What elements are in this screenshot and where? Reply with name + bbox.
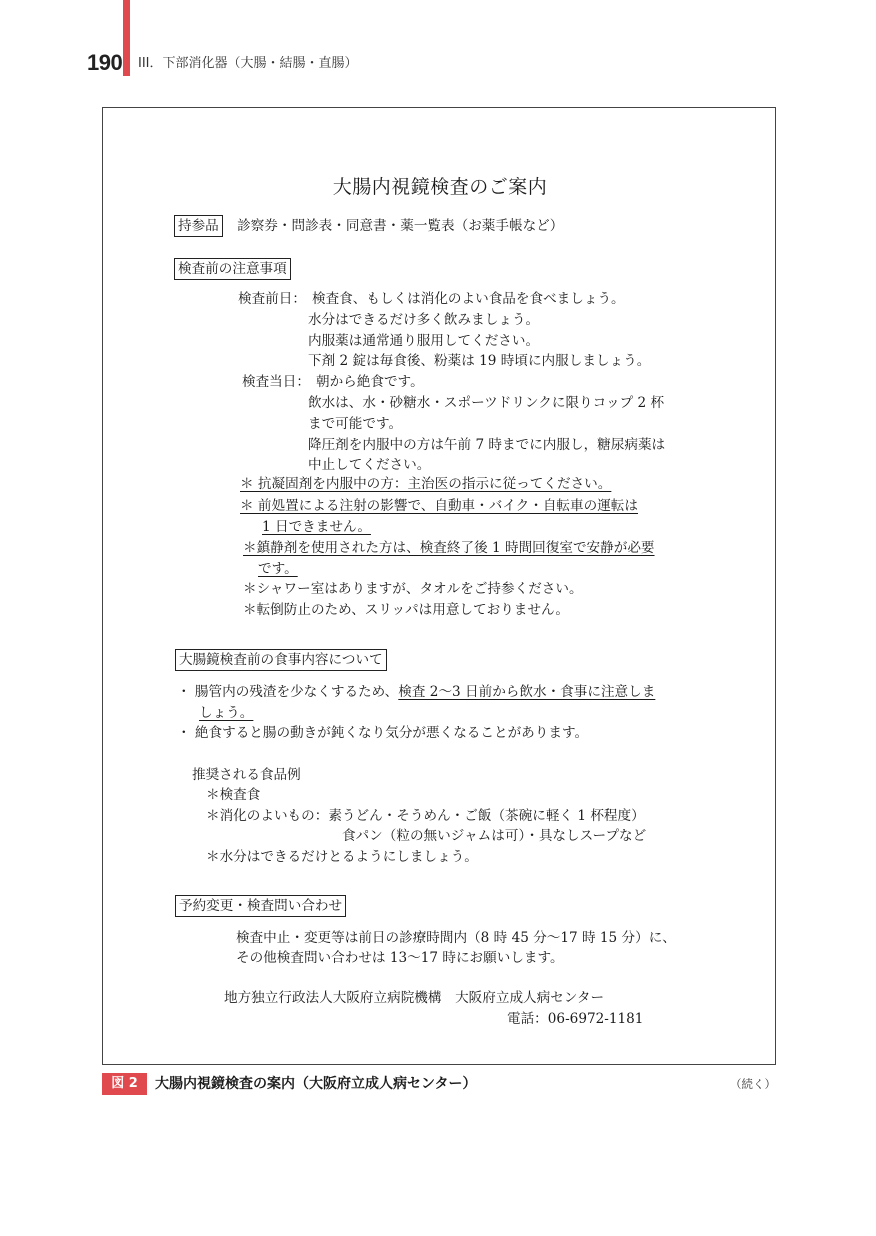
note-sedative: ＊鎮静剤を使用された方は、検査終了後 1 時間回復室で安静が必要: [243, 540, 655, 556]
document-title: 大腸内視鏡検査のご案内: [332, 176, 548, 198]
items-to-bring-text: 診察券・問診表・同意書・薬一覧表（お薬手帳など）: [237, 218, 564, 234]
diet-heading: [175, 649, 387, 671]
diet-bullet-residue-emphasis: 検査 2〜3 日前から飲水・食事に注意しま: [398, 684, 656, 700]
running-title: III．下部消化器（大腸・結腸・直腸）: [138, 56, 358, 71]
food-item: ＊消化のよいもの：素うどん・そうめん・ご飯（茶碗に軽く 1 杯程度）: [206, 808, 645, 824]
items-to-bring: [174, 215, 563, 237]
day-of-line: 降圧剤を内服中の方は午前 7 時までに内服し，糖尿病薬は: [308, 437, 666, 453]
diet-heading-label: 大腸鏡検査前の食事内容について: [175, 649, 387, 671]
figure-caption: 大腸内視鏡検査の案内（大阪府立成人病センター）: [155, 1076, 477, 1092]
precautions-heading-label: 検査前の注意事項: [174, 258, 291, 280]
food-item: ＊水分はできるだけとるようにしましょう。: [206, 849, 478, 865]
day-before-label: 検査前日：: [238, 291, 306, 307]
day-of-label: 検査当日：: [242, 374, 310, 390]
note-shower: ＊シャワー室はありますが、タオルをご持参ください。: [243, 581, 583, 597]
food-item-cont: 食パン（粒の無いジャムは可）・具なしスープなど: [342, 828, 647, 844]
food-item: ＊検査食: [206, 787, 261, 803]
day-of-line: 飲水は、水・砂糖水・スポーツドリンクに限りコップ 2 杯: [308, 395, 665, 411]
figure-label: 図 2: [102, 1073, 147, 1095]
note-no-driving: ＊ 前処置による注射の影響で、自動車・バイク・自転車の運転は: [240, 498, 638, 514]
day-of-line: 朝から絶食です。: [316, 374, 424, 390]
contact-heading: [175, 895, 346, 917]
items-to-bring-label: 持参品: [174, 215, 223, 237]
note-no-driving-cont: 1 日できません。: [262, 519, 371, 535]
note-anticoagulant: ＊ 抗凝固剤を内服中の方：主治医の指示に従ってください。: [240, 476, 612, 492]
day-before-line: 水分はできるだけ多く飲みましょう。: [308, 312, 540, 328]
contact-line: その他検査問い合わせは 13〜17 時にお願いします。: [236, 950, 564, 966]
page-number: 190: [87, 50, 123, 75]
continued-note: （続く）: [730, 1077, 776, 1091]
note-sedative-cont: です。: [258, 561, 298, 577]
day-before-line: 内服薬は通常通り服用してください。: [308, 333, 540, 349]
phone-number: 電話：06-6972-1181: [507, 1011, 644, 1027]
scanned-document: [102, 107, 776, 1065]
note-slippers: ＊転倒防止のため、スリッパは用意しておりません。: [243, 602, 569, 618]
precautions-heading: [174, 258, 291, 280]
header-accent-bar: [123, 0, 130, 76]
diet-bullet-residue: [177, 682, 655, 702]
contact-heading-label: 予約変更・検査問い合わせ: [175, 895, 346, 917]
day-before-line: 検査食、もしくは消化のよい食品を食べましょう。: [312, 291, 625, 307]
diet-bullet-residue-prefix: ・ 腸管内の残渣を少なくするため、: [177, 684, 399, 700]
diet-bullet-fasting: ・ 絶食すると腸の動きが鈍くなり気分が悪くなることがあります。: [177, 725, 589, 741]
day-before-line: 下剤 2 錠は毎食後、粉薬は 19 時頃に内服しましょう。: [308, 353, 651, 369]
organization-name: 地方独立行政法人大阪府立病院機構 大阪府立成人病センター: [224, 990, 605, 1006]
day-of-line: 中止してください。: [308, 457, 431, 473]
recommended-foods-heading: 推奨される食品例: [192, 767, 301, 783]
day-of-line: まで可能です。: [308, 416, 403, 432]
contact-line: 検査中止・変更等は前日の診療時間内（8 時 45 分〜17 時 15 分）に、: [236, 930, 676, 946]
diet-bullet-residue-cont: しょう。: [199, 705, 254, 721]
